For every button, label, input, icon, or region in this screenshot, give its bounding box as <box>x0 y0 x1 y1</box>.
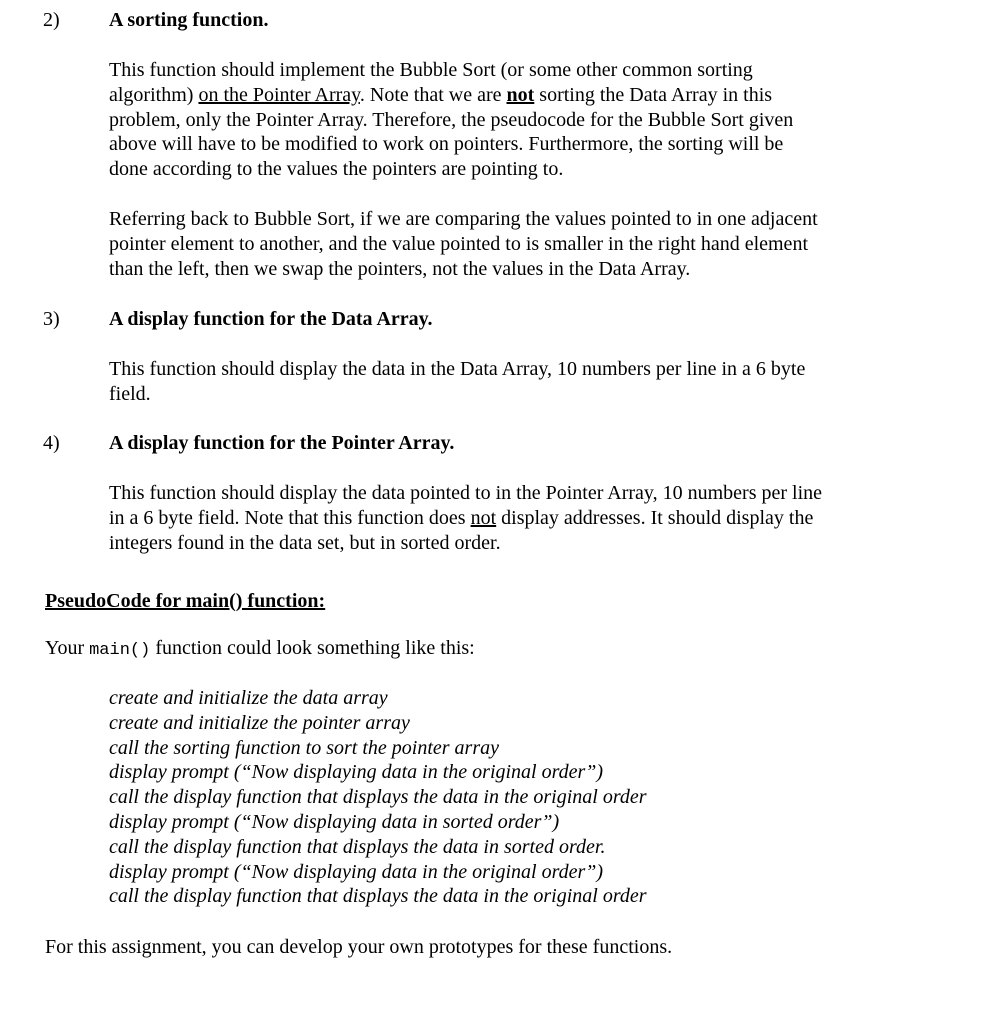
text-line: done according to the values the pointers are pointing to. <box>109 158 564 181</box>
pseudocode-line: call the display function that displays the data in sorted order. <box>109 835 606 858</box>
text-line: This function should implement the Bubble Sort (or some other common sorting <box>109 59 753 81</box>
pseudocode-line: call the display function that displays the data in the original order <box>109 885 647 908</box>
pseudocode-line: display prompt (“Now displaying data in sorted order”) <box>109 810 560 833</box>
text-span: . Note that we are <box>359 83 507 106</box>
text-span: function could look something like this: <box>150 637 475 659</box>
text-line: above will have to be modified to work on pointers. Furthermore, the sorting will be <box>109 133 784 156</box>
section-heading: PseudoCode for main() function: <box>45 590 326 612</box>
text-span: display addresses. It should display the <box>496 506 814 529</box>
item-2-paragraph-1 <box>109 58 969 182</box>
underlined-text: not <box>470 506 497 529</box>
text-line: This function should display the data pointed to in the Pointer Array, 10 numbers per line <box>109 482 823 504</box>
item-4-title: A display function for the Pointer Array. <box>109 432 455 454</box>
text-line <box>109 83 969 108</box>
item-2-number: 2) <box>43 9 60 31</box>
pseudocode-line: display prompt (“Now displaying data in the original order”) <box>109 860 604 883</box>
pseudocode-line: create and initialize the pointer array <box>109 711 410 734</box>
text-span: Your <box>45 637 90 659</box>
text-span: in a 6 byte field. Note that this function does <box>109 506 471 529</box>
text-line: Referring back to Bubble Sort, if we are comparing the values pointed to in one adjacent <box>109 208 818 230</box>
text-span: sorting the Data Array in this <box>534 83 773 106</box>
pseudocode-line: create and initialize the data array <box>109 687 388 709</box>
text-line: This function should display the data in the Data Array, 10 numbers per line in a 6 byte <box>109 358 806 380</box>
text-line: than the left, then we swap the pointers, not the values in the Data Array. <box>109 257 691 280</box>
text-line: pointer element to another, and the value pointed to is smaller in the right hand element <box>109 232 808 255</box>
item-3-title: A display function for the Data Array. <box>109 308 433 330</box>
item-2-title: A sorting function. <box>109 9 269 31</box>
item-4-number: 4) <box>43 432 60 454</box>
pseudocode-block <box>109 686 647 909</box>
inline-code: main() <box>89 641 151 660</box>
pseudocode-line: display prompt (“Now displaying data in the original order”) <box>109 761 604 784</box>
intro-line <box>45 636 475 664</box>
text-line: integers found in the data set, but in sorted order. <box>109 531 501 554</box>
underlined-text: on the Pointer Array <box>198 83 360 106</box>
text-line: field. <box>109 382 151 405</box>
item-2-paragraph-2 <box>109 207 969 281</box>
text-line <box>109 506 969 531</box>
text-line: problem, only the Pointer Array. Therefore, the pseudocode for the Bubble Sort given <box>109 108 794 131</box>
item-4-paragraph <box>109 481 969 555</box>
item-3-number: 3) <box>43 308 60 330</box>
closing-sentence: For this assignment, you can develop your own prototypes for these functions. <box>45 936 673 958</box>
pseudocode-line: call the display function that displays the data in the original order <box>109 786 647 809</box>
item-3-paragraph <box>109 357 969 407</box>
text-span: algorithm) <box>109 83 199 106</box>
pseudocode-line: call the sorting function to sort the pointer array <box>109 736 499 759</box>
emphasized-text: not <box>506 83 535 106</box>
